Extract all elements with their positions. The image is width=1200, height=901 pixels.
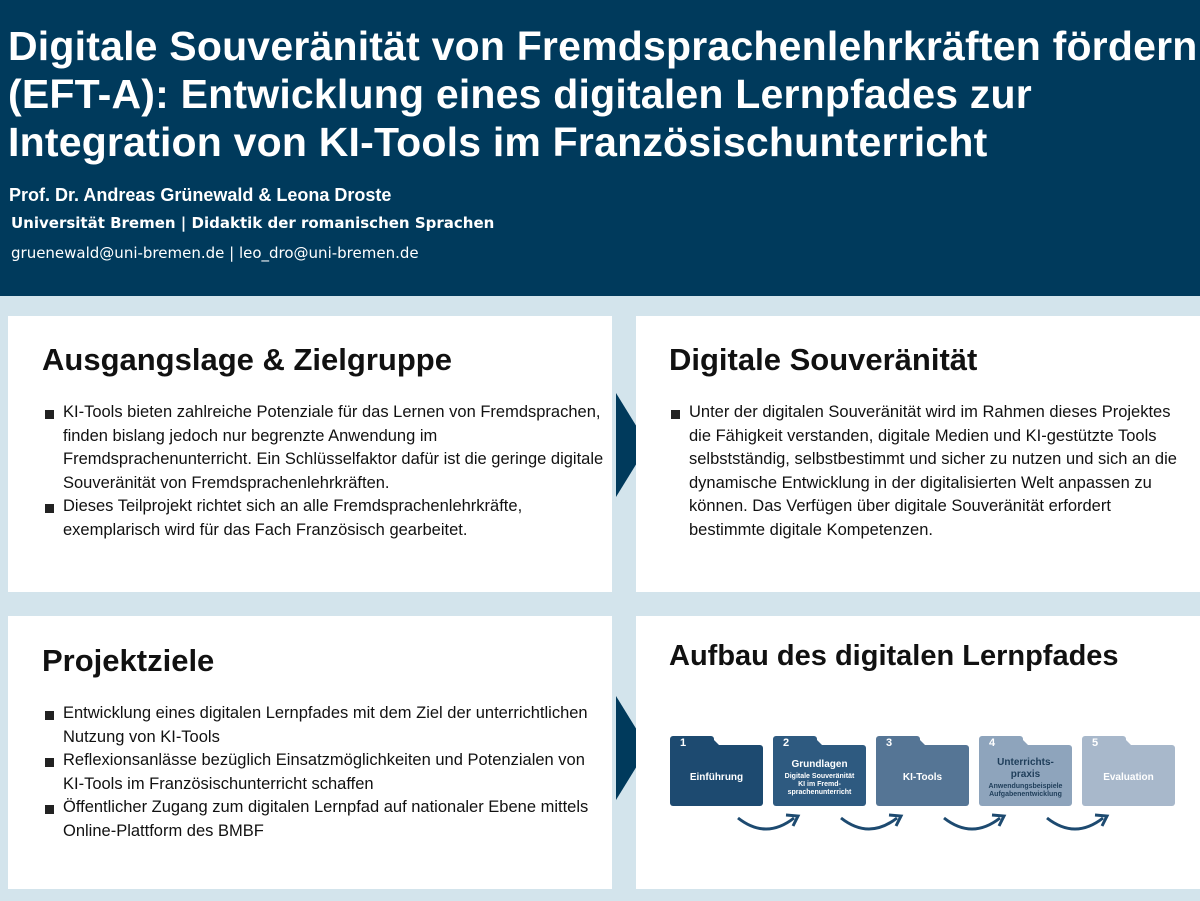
bullet-item xyxy=(45,401,605,495)
bullet-square-icon xyxy=(45,504,54,513)
step-einfuehrung xyxy=(670,736,763,806)
bullet-square-icon xyxy=(45,410,54,419)
bullet-item xyxy=(45,495,605,542)
curved-arrow-icon xyxy=(1045,812,1111,834)
panel-ausgangslage xyxy=(8,316,612,592)
step-grundlagen xyxy=(773,736,866,806)
step-label: Unterrichts- praxis xyxy=(997,757,1054,780)
step-number: 1 xyxy=(680,737,687,749)
bullet-square-icon xyxy=(45,711,54,720)
bullet-text: Entwicklung eines digitalen Lernpfades mit dem Ziel der unterrichtlichen Nutzung von KI-Tools xyxy=(63,704,588,746)
step-label: KI-Tools xyxy=(902,772,943,783)
bullet-square-icon xyxy=(45,758,54,767)
step-ki-tools xyxy=(876,736,969,806)
contact-emails: gruenewald@uni-bremen.de | leo_dro@uni-bremen.de xyxy=(11,244,419,262)
step-sublabel: Anwendungsbeispiele Aufgabenentwicklung xyxy=(988,783,1063,798)
bullet-item xyxy=(45,749,605,796)
poster-title: Digitale Souveränität von Fremdsprachenlehrkräften fördern (EFT-A): Entwicklung eines digitalen Lernpfades zur Integration von KI-Tools im Französischunterricht xyxy=(8,23,1198,165)
step-number: 3 xyxy=(886,737,893,749)
curved-arrow-icon xyxy=(736,812,802,834)
panel-digitale-souveraenitaet xyxy=(636,316,1200,592)
panel-heading: Aufbau des digitalen Lernpfades xyxy=(669,640,1119,672)
authors: Prof. Dr. Andreas Grünewald & Leona Droste xyxy=(9,185,392,205)
bullet-square-icon xyxy=(45,805,54,814)
step-label: Evaluation xyxy=(1103,772,1154,783)
step-label: Grundlagen xyxy=(791,759,848,770)
curved-arrow-icon xyxy=(839,812,905,834)
bullet-square-icon xyxy=(671,410,680,419)
step-sublabel: Digitale Souveränität KI im Fremd- sprachenunterricht xyxy=(784,773,855,796)
panel-projektziele xyxy=(8,616,612,889)
panel-heading: Digitale Souveränität xyxy=(669,342,978,377)
bullet-item xyxy=(671,401,1191,542)
curved-arrow-icon xyxy=(942,812,1008,834)
bullet-text: Reflexionsanlässe bezüglich Einsatzmöglichkeiten und Potenzialen von KI-Tools im Französischunterricht schaffen xyxy=(63,751,585,793)
bullet-text: KI-Tools bieten zahlreiche Potenziale für das Lernen von Fremdsprachen, finden bislang jedoch nur begrenzte Anwendung im Fremdsprachenunterricht. Ein Schlüsselfaktor dafür ist die geringe digitale Souveränität von Fremdsprachenlehrkräften. xyxy=(63,403,604,492)
step-number: 4 xyxy=(989,737,996,749)
bullet-list xyxy=(671,401,1191,542)
step-unterrichtspraxis xyxy=(979,736,1072,806)
bullet-item xyxy=(45,702,605,749)
bullet-list xyxy=(45,401,605,542)
panel-heading: Projektziele xyxy=(42,643,215,678)
panel-heading: Ausgangslage & Zielgruppe xyxy=(42,342,452,377)
affiliation: Universität Bremen | Didaktik der romanischen Sprachen xyxy=(11,214,495,232)
step-number: 5 xyxy=(1092,737,1099,749)
step-label: Einführung xyxy=(689,772,744,783)
step-evaluation xyxy=(1082,736,1175,806)
bullet-text: Unter der digitalen Souveränität wird im Rahmen dieses Projektes die Fähigkeit verstanden, digitale Medien und KI-gestützte Tools selbstständig, selbstbestimmt und sicher zu nutzen und sich an die dynamische Entwicklung in der digitalisierten Welt anpassen zu können. Das Verfügen über digitale Souveränität erfordert bestimmte digitale Kompetenzen. xyxy=(689,403,1177,539)
bullet-text: Dieses Teilprojekt richtet sich an alle Fremdsprachenlehrkräfte, exemplarisch wird für das Fach Französisch gearbeitet. xyxy=(63,497,523,539)
step-number: 2 xyxy=(783,737,790,749)
bullet-list xyxy=(45,702,605,843)
poster-header xyxy=(0,0,1200,296)
bullet-item xyxy=(45,796,605,843)
bullet-text: Öffentlicher Zugang zum digitalen Lernpfad auf nationaler Ebene mittels Online-Plattform des BMBF xyxy=(63,798,589,840)
